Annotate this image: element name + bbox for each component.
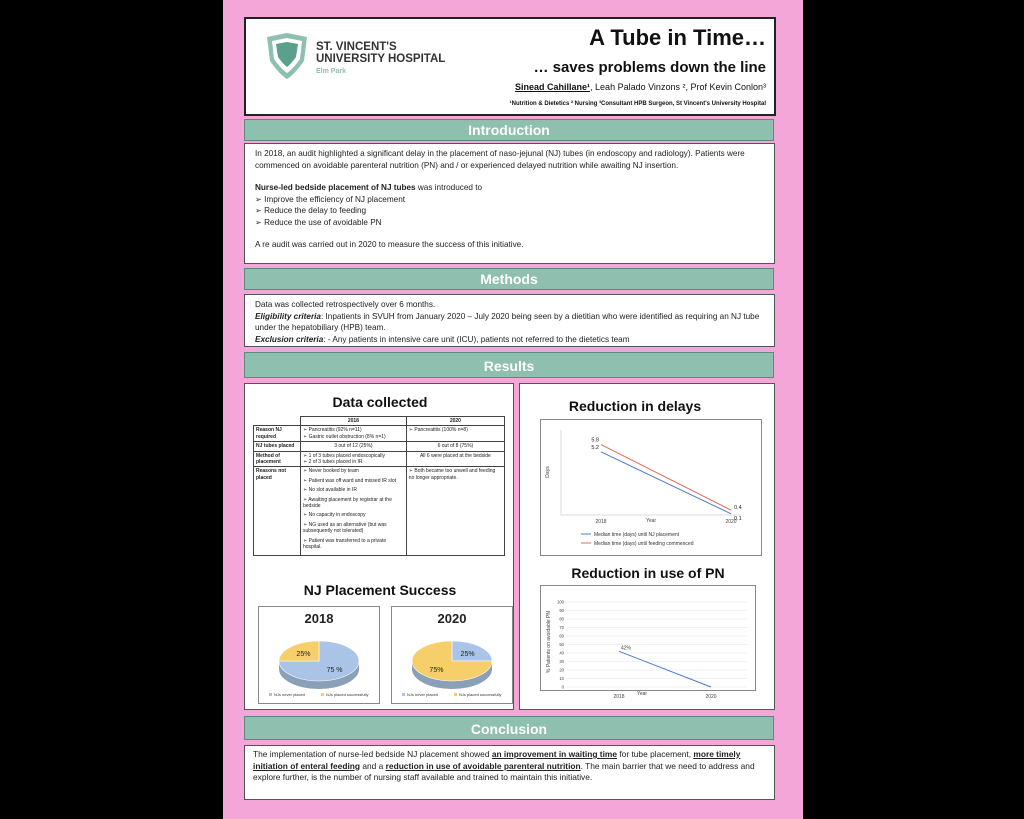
- series-line: [619, 651, 711, 687]
- y-tick-label: 90: [559, 608, 564, 613]
- pie-2018-svg: [259, 607, 379, 703]
- pie-slice-label: 25%: [296, 651, 311, 659]
- table-cell-item: ➢ No capacity in endoscopy: [303, 512, 366, 519]
- table-header-row: [254, 417, 505, 426]
- y-tick-label: 10: [559, 676, 564, 681]
- table-cell-item: ➢ NG used as an alternative (but was subsequently not tolerated): [303, 521, 387, 535]
- y-axis-label: % Patients on avoidable PN: [546, 611, 552, 673]
- pie-2018: [258, 606, 380, 704]
- eligibility: Eligibility criteria: Inpatients in SVUH from January 2020 – July 2020 being seen by a dietitian who were identified as requiring an NJ tube under the hepatobiliary (HPB) team.: [255, 311, 760, 332]
- col-2018-header: 2018: [301, 417, 407, 426]
- pn-title: Reduction in use of PN: [571, 565, 725, 581]
- series-line: [601, 452, 731, 514]
- y-axis-label: Days: [545, 466, 551, 478]
- nj-success-title: NJ Placement Success: [303, 582, 457, 598]
- y-tick-label: 80: [559, 616, 564, 622]
- y-tick-label: 20: [559, 667, 564, 673]
- legend-entry: NJs placed successfully: [326, 692, 369, 697]
- table-row: Reason NJ required ➢ Pancreatitis (92% n=11) ➢ Gastric outlet obstruction (8% n=1) ➢ Pancreatitis (100% n=8): [254, 426, 505, 442]
- intro-paragraph: In 2018, an audit highlighted a significant delay in the placement of naso-jejunal (NJ) tubes (in endoscopy and radiology). Patients were commenced on avoidable parenteral nutrition (PN) and / or experienced delayed nutrition while awaiting NJ insertion.: [255, 149, 745, 170]
- y-tick-label: 30: [559, 659, 564, 664]
- poster: [223, 0, 803, 819]
- x-tick-label: 2020: [705, 694, 717, 700]
- hospital-name: ST. VINCENT'S UNIVERSITY HOSPITAL: [316, 41, 446, 65]
- delays-chart: [540, 419, 762, 556]
- pie-slice-label: 75%: [429, 666, 444, 674]
- results-left-panel: [244, 383, 514, 710]
- intro-lead: Nurse-led bedside placement of NJ tubes was introduced to: [255, 183, 483, 192]
- first-author: Sinead Cahillane¹: [515, 82, 591, 92]
- y-tick-label: 70: [559, 625, 564, 630]
- table-cell-item: ➢ Patient was transferred to a private hospital.: [303, 537, 387, 551]
- table-cell-item: 3 out of 12 (25%): [334, 443, 373, 450]
- y-tick-label: 60: [559, 633, 564, 639]
- table-cell-item: 6 out of 8 (75%): [437, 443, 474, 450]
- legend-entry: Median time (days) until NJ placement: [594, 532, 680, 538]
- pie-2018-title: 2018: [304, 611, 334, 626]
- data-collected-table: [253, 416, 505, 556]
- legend-entry: Median time (days) until feeding commenced: [594, 541, 694, 547]
- methods-body: [244, 294, 775, 347]
- intro-paragraph: A re audit was carried out in 2020 to measure the success of this initiative.: [255, 240, 524, 249]
- data-label: 0.1: [734, 515, 742, 522]
- col-2020-header: 2020: [406, 417, 504, 426]
- pie-2020: [391, 606, 513, 704]
- delays-chart-svg: [541, 420, 761, 555]
- table-cell-item: ➢ Patient was off ward and missed IR slot: [303, 477, 397, 484]
- pie-2020-title: 2020: [437, 611, 467, 626]
- table-row: Method of placement ➢ 1 of 3 tubes placed endoscopically ➢ 2 of 3 tubes placed in IR All 6 were placed at the bedside: [254, 451, 505, 467]
- data-label: 5.2: [591, 444, 599, 451]
- exclusion: Exclusion criteria: - Any patients in intensive care unit (ICU), patients not referred to the dietetics team: [255, 334, 630, 344]
- legend-swatch: [402, 693, 405, 696]
- data-label: 42%: [621, 645, 632, 652]
- poster-title: A Tube in Time…: [589, 25, 766, 50]
- table-cell-item: ➢ No slot available in IR: [303, 487, 357, 494]
- legend-entry: NJs never placed: [274, 692, 305, 697]
- pie-slice-label: 25%: [460, 651, 475, 659]
- x-tick-label: 2020: [725, 519, 737, 525]
- y-tick-label: 0: [561, 684, 564, 690]
- poster-subtitle: … saves problems down the line: [533, 59, 766, 76]
- y-tick-label: 100: [557, 599, 564, 605]
- data-label: 5.8: [591, 437, 599, 444]
- y-tick-label: 50: [559, 642, 564, 647]
- intro-bullet: ➢ Reduce the use of avoidable PN: [255, 217, 764, 229]
- methods-line: Data was collected retrospectively over 6 months.: [255, 300, 436, 309]
- pie-slice-label: 75 %: [326, 666, 343, 674]
- y-tick-label: 40: [559, 650, 564, 656]
- series-line: [601, 445, 731, 511]
- table-cell-item: ➢ Pancreatitis (92% n=11): [303, 427, 362, 434]
- intro-bullets: [255, 194, 764, 229]
- legend-entry: NJs placed successfully: [459, 692, 502, 697]
- table-cell-item: ➢ 2 of 3 tubes placed in IR: [303, 459, 363, 466]
- conclusion-body: The implementation of nurse-led bedside NJ placement showed an improvement in waiting time for tube placement, more timely initiation of enteral feeding and a reduction in use of avoidable parenteral nutrition. The main barrier that we need to address and explore further, is the number of nursing staff available and trained to maintain this initiative.: [244, 745, 775, 800]
- x-tick-label: 2018: [595, 519, 607, 525]
- introduction-body: [244, 143, 775, 264]
- legend-swatch: [321, 693, 324, 696]
- results-heading: Results: [244, 352, 774, 378]
- table-cell-item: ➢ Gastric outlet obstruction (8% n=1): [303, 433, 386, 440]
- intro-bullet: ➢ Improve the efficiency of NJ placement: [255, 194, 764, 206]
- methods-heading: Methods: [244, 268, 774, 290]
- x-axis-label: Year: [636, 691, 648, 697]
- authors: Sinead Cahillane¹, Leah Palado Vinzons ², Prof Kevin Conlon³: [515, 82, 766, 92]
- affiliations: ¹Nutrition & Dietetics ² Nursing ³Consultant HPB Surgeon, St Vincent's University Hospital: [509, 101, 766, 107]
- header: [244, 17, 776, 116]
- hospital-sub: Elm Park: [316, 68, 346, 75]
- x-tick-label: 2018: [613, 694, 625, 700]
- data-label: 0.4: [734, 505, 742, 512]
- legend-entry: NJs never placed: [407, 692, 438, 697]
- pn-chart-svg: [541, 586, 755, 700]
- conclusion-heading: Conclusion: [244, 716, 774, 740]
- intro-bullet: ➢ Reduce the delay to feeding: [255, 205, 764, 217]
- legend-swatch: [269, 693, 272, 696]
- table-cell-item: ➢ Awaiting placement by registrar at the bedside: [303, 496, 392, 510]
- table-row: Reasons not placed ➢ Never booked by team ➢ Patient was off ward and missed IR slot ➢ No slot available in IR ➢ Awaiting placement by registrar at the bedside ➢ No capacity in endoscopy ➢ NG used as an alternative (but was subsequently not tolerated) ➢ Patient was transferred to a private hospital. ➢ Both became too unwell and feeding no longer appropriate.: [254, 467, 505, 555]
- pie-2020-svg: [392, 607, 512, 703]
- data-collected-title: Data collected: [332, 394, 428, 410]
- pn-chart: [540, 585, 756, 700]
- conclusion-highlight: reduction in use of avoidable parenteral nutrition: [385, 760, 581, 771]
- table-cell-item: All 6 were placed at the bedside: [419, 452, 491, 459]
- x-axis-label: Year: [645, 518, 657, 524]
- conclusion-highlight: an improvement in waiting time: [491, 749, 618, 759]
- introduction-heading: Introduction: [244, 119, 774, 141]
- table-cell-item: ➢ Never booked by team: [303, 468, 359, 475]
- table-cell-item: ➢ 1 of 3 tubes placed endoscopically: [303, 452, 386, 459]
- delays-title: Reduction in delays: [568, 398, 702, 414]
- conclusion-highlight: more timely initiation of enteral feeding: [253, 749, 741, 771]
- results-right-panel: [519, 383, 775, 710]
- table-cell-item: ➢ Both became too unwell and feeding no longer appropriate.: [408, 468, 496, 481]
- hospital-logo-icon: [264, 31, 310, 81]
- legend-swatch: [454, 693, 457, 696]
- table-row: NJ tubes placed 3 out of 12 (25%) 6 out of 8 (75%): [254, 442, 505, 451]
- table-cell-item: ➢ Pancreatitis (100% n=8): [408, 427, 468, 434]
